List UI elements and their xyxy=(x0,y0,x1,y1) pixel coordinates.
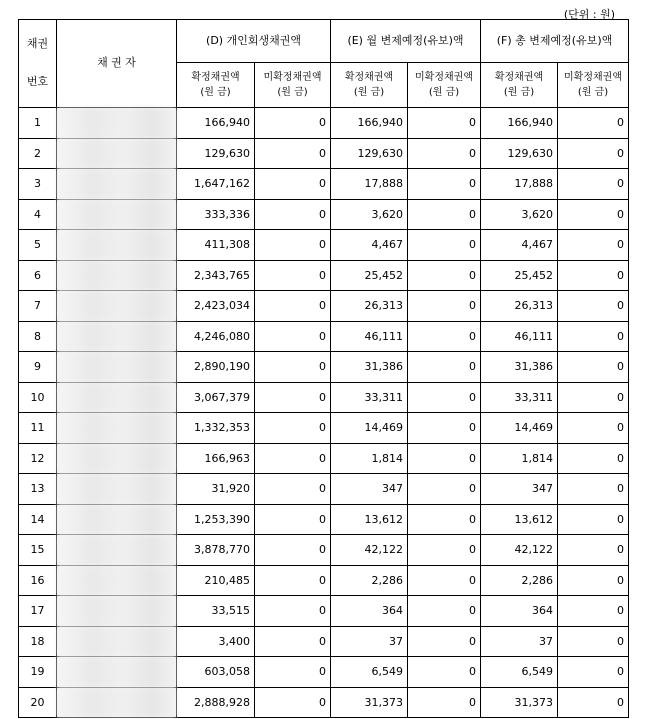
sub-header-line1: 미확정채권액 xyxy=(263,72,322,83)
sub-header-line2: (원 금) xyxy=(428,87,460,98)
d-confirmed-header xyxy=(177,63,255,108)
f-confirmed-cell: 31,373 xyxy=(481,687,558,718)
sub-header-line1: 미확정채권액 xyxy=(564,72,622,83)
f-unconfirmed-cell: 0 xyxy=(558,687,629,718)
f-confirmed-header xyxy=(481,63,558,108)
d-confirmed-cell: 1,332,353 xyxy=(177,413,255,444)
claim-no-cell: 16 xyxy=(19,565,57,596)
redaction-blur xyxy=(57,352,176,382)
e-unconfirmed-cell: 0 xyxy=(408,474,481,505)
d-confirmed-cell: 33,515 xyxy=(177,596,255,627)
e-confirmed-cell: 37 xyxy=(331,626,408,657)
sub-header-line1: 확정채권액 xyxy=(191,72,240,83)
table-row xyxy=(19,657,629,688)
claim-no-cell: 10 xyxy=(19,382,57,413)
group-f-header: (F) 총 변제예정(유보)액 xyxy=(481,20,629,63)
claim-no-cell: 4 xyxy=(19,199,57,230)
e-unconfirmed-cell: 0 xyxy=(408,504,481,535)
e-unconfirmed-cell: 0 xyxy=(408,657,481,688)
table-row xyxy=(19,474,629,505)
e-confirmed-cell: 25,452 xyxy=(331,260,408,291)
e-unconfirmed-cell: 0 xyxy=(408,352,481,383)
d-unconfirmed-cell: 0 xyxy=(255,352,331,383)
creditor-cell-redacted xyxy=(57,260,177,291)
creditor-cell-redacted xyxy=(57,535,177,566)
creditor-cell-redacted xyxy=(57,199,177,230)
creditor-cell-redacted xyxy=(57,504,177,535)
d-unconfirmed-cell: 0 xyxy=(255,413,331,444)
table-row xyxy=(19,169,629,200)
repayment-table xyxy=(18,19,629,718)
d-unconfirmed-cell: 0 xyxy=(255,169,331,200)
claim-no-header-line1: 채권 xyxy=(26,37,49,51)
table-row xyxy=(19,413,629,444)
f-unconfirmed-cell: 0 xyxy=(558,413,629,444)
e-unconfirmed-cell: 0 xyxy=(408,260,481,291)
claim-no-cell: 8 xyxy=(19,321,57,352)
d-confirmed-cell: 210,485 xyxy=(177,565,255,596)
f-unconfirmed-cell: 0 xyxy=(558,626,629,657)
e-confirmed-cell: 347 xyxy=(331,474,408,505)
f-confirmed-cell: 17,888 xyxy=(481,169,558,200)
e-unconfirmed-cell: 0 xyxy=(408,443,481,474)
claim-no-cell: 6 xyxy=(19,260,57,291)
e-unconfirmed-cell: 0 xyxy=(408,626,481,657)
e-unconfirmed-cell: 0 xyxy=(408,230,481,261)
d-unconfirmed-cell: 0 xyxy=(255,626,331,657)
f-unconfirmed-header xyxy=(558,63,629,108)
e-confirmed-cell: 364 xyxy=(331,596,408,627)
claim-no-cell: 14 xyxy=(19,504,57,535)
creditor-cell-redacted xyxy=(57,291,177,322)
e-unconfirmed-cell: 0 xyxy=(408,199,481,230)
e-confirmed-cell: 26,313 xyxy=(331,291,408,322)
table-row xyxy=(19,108,629,139)
d-confirmed-cell: 2,888,928 xyxy=(177,687,255,718)
f-unconfirmed-cell: 0 xyxy=(558,443,629,474)
e-confirmed-cell: 2,286 xyxy=(331,565,408,596)
d-unconfirmed-cell: 0 xyxy=(255,565,331,596)
creditor-cell-redacted xyxy=(57,657,177,688)
redaction-blur xyxy=(57,505,176,535)
f-confirmed-cell: 46,111 xyxy=(481,321,558,352)
redaction-blur xyxy=(57,322,176,352)
creditor-header: 채 권 자 xyxy=(57,20,177,108)
redaction-blur xyxy=(57,200,176,230)
f-unconfirmed-cell: 0 xyxy=(558,169,629,200)
f-confirmed-cell: 26,313 xyxy=(481,291,558,322)
f-confirmed-cell: 3,620 xyxy=(481,199,558,230)
f-unconfirmed-cell: 0 xyxy=(558,199,629,230)
d-confirmed-cell: 3,878,770 xyxy=(177,535,255,566)
creditor-cell-redacted xyxy=(57,687,177,718)
f-confirmed-cell: 13,612 xyxy=(481,504,558,535)
d-unconfirmed-cell: 0 xyxy=(255,291,331,322)
e-confirmed-cell: 31,386 xyxy=(331,352,408,383)
d-unconfirmed-cell: 0 xyxy=(255,504,331,535)
sub-header-line2: (원 금) xyxy=(200,87,231,98)
redaction-blur xyxy=(57,108,176,138)
e-unconfirmed-cell: 0 xyxy=(408,108,481,139)
f-unconfirmed-cell: 0 xyxy=(558,474,629,505)
d-unconfirmed-cell: 0 xyxy=(255,321,331,352)
f-unconfirmed-cell: 0 xyxy=(558,596,629,627)
creditor-cell-redacted xyxy=(57,382,177,413)
f-confirmed-cell: 166,940 xyxy=(481,108,558,139)
e-unconfirmed-cell: 0 xyxy=(408,291,481,322)
table-row xyxy=(19,596,629,627)
creditor-cell-redacted xyxy=(57,138,177,169)
redaction-blur xyxy=(57,291,176,321)
e-unconfirmed-cell: 0 xyxy=(408,138,481,169)
redaction-blur xyxy=(57,474,176,504)
creditor-cell-redacted xyxy=(57,321,177,352)
redaction-blur xyxy=(57,444,176,474)
e-confirmed-cell: 17,888 xyxy=(331,169,408,200)
claim-no-header-line2: 번호 xyxy=(26,74,49,88)
d-confirmed-cell: 1,253,390 xyxy=(177,504,255,535)
e-confirmed-cell: 4,467 xyxy=(331,230,408,261)
f-confirmed-cell: 1,814 xyxy=(481,443,558,474)
e-confirmed-cell: 42,122 xyxy=(331,535,408,566)
redaction-blur xyxy=(57,383,176,413)
f-confirmed-cell: 6,549 xyxy=(481,657,558,688)
d-confirmed-cell: 2,343,765 xyxy=(177,260,255,291)
e-confirmed-cell: 6,549 xyxy=(331,657,408,688)
table-row xyxy=(19,199,629,230)
creditor-cell-redacted xyxy=(57,474,177,505)
table-row xyxy=(19,443,629,474)
e-unconfirmed-cell: 0 xyxy=(408,321,481,352)
table-row xyxy=(19,565,629,596)
f-unconfirmed-cell: 0 xyxy=(558,352,629,383)
e-unconfirmed-cell: 0 xyxy=(408,382,481,413)
table-row xyxy=(19,504,629,535)
e-confirmed-cell: 3,620 xyxy=(331,199,408,230)
redaction-blur xyxy=(57,596,176,626)
d-confirmed-cell: 603,058 xyxy=(177,657,255,688)
table-row xyxy=(19,260,629,291)
e-confirmed-cell: 14,469 xyxy=(331,413,408,444)
f-unconfirmed-cell: 0 xyxy=(558,291,629,322)
redaction-blur xyxy=(57,169,176,199)
claim-no-cell: 18 xyxy=(19,626,57,657)
f-confirmed-cell: 364 xyxy=(481,596,558,627)
f-unconfirmed-cell: 0 xyxy=(558,108,629,139)
unit-note: (단위 : 원) xyxy=(563,8,615,21)
sub-header-line2: (원 금) xyxy=(277,87,308,98)
d-unconfirmed-cell: 0 xyxy=(255,657,331,688)
redaction-blur xyxy=(57,261,176,291)
redaction-blur xyxy=(57,139,176,169)
claim-no-cell: 3 xyxy=(19,169,57,200)
claim-no-cell: 13 xyxy=(19,474,57,505)
d-confirmed-cell: 31,920 xyxy=(177,474,255,505)
redaction-blur xyxy=(57,535,176,565)
e-confirmed-cell: 1,814 xyxy=(331,443,408,474)
claim-no-cell: 7 xyxy=(19,291,57,322)
table-row xyxy=(19,535,629,566)
e-unconfirmed-cell: 0 xyxy=(408,413,481,444)
redaction-blur xyxy=(57,627,176,657)
sub-header-line2: (원 금) xyxy=(503,87,535,98)
d-unconfirmed-header xyxy=(255,63,331,108)
d-unconfirmed-cell: 0 xyxy=(255,230,331,261)
f-confirmed-cell: 2,286 xyxy=(481,565,558,596)
d-unconfirmed-cell: 0 xyxy=(255,199,331,230)
d-confirmed-cell: 166,963 xyxy=(177,443,255,474)
d-unconfirmed-cell: 0 xyxy=(255,443,331,474)
d-unconfirmed-cell: 0 xyxy=(255,108,331,139)
sub-header-line2: (원 금) xyxy=(353,87,385,98)
claim-no-cell: 12 xyxy=(19,443,57,474)
table-row xyxy=(19,321,629,352)
d-unconfirmed-cell: 0 xyxy=(255,687,331,718)
f-confirmed-cell: 33,311 xyxy=(481,382,558,413)
d-confirmed-cell: 333,336 xyxy=(177,199,255,230)
table-row xyxy=(19,687,629,718)
creditor-cell-redacted xyxy=(57,108,177,139)
redaction-blur xyxy=(57,413,176,443)
e-unconfirmed-cell: 0 xyxy=(408,687,481,718)
e-unconfirmed-header xyxy=(408,63,481,108)
creditor-cell-redacted xyxy=(57,626,177,657)
d-confirmed-cell: 2,423,034 xyxy=(177,291,255,322)
f-confirmed-cell: 14,469 xyxy=(481,413,558,444)
redaction-blur xyxy=(57,688,176,718)
f-confirmed-cell: 4,467 xyxy=(481,230,558,261)
d-confirmed-cell: 2,890,190 xyxy=(177,352,255,383)
claim-no-cell: 17 xyxy=(19,596,57,627)
d-unconfirmed-cell: 0 xyxy=(255,382,331,413)
table-row xyxy=(19,352,629,383)
e-confirmed-cell: 13,612 xyxy=(331,504,408,535)
d-confirmed-cell: 3,067,379 xyxy=(177,382,255,413)
claim-no-cell: 15 xyxy=(19,535,57,566)
claim-no-cell: 2 xyxy=(19,138,57,169)
f-unconfirmed-cell: 0 xyxy=(558,138,629,169)
claim-no-cell: 1 xyxy=(19,108,57,139)
sub-header-line1: 미확정채권액 xyxy=(415,72,473,83)
creditor-cell-redacted xyxy=(57,352,177,383)
d-unconfirmed-cell: 0 xyxy=(255,535,331,566)
table-row xyxy=(19,291,629,322)
f-unconfirmed-cell: 0 xyxy=(558,504,629,535)
e-confirmed-cell: 129,630 xyxy=(331,138,408,169)
e-confirmed-cell: 46,111 xyxy=(331,321,408,352)
f-unconfirmed-cell: 0 xyxy=(558,382,629,413)
e-unconfirmed-cell: 0 xyxy=(408,565,481,596)
creditor-cell-redacted xyxy=(57,413,177,444)
claim-no-cell: 5 xyxy=(19,230,57,261)
claim-no-cell: 11 xyxy=(19,413,57,444)
d-unconfirmed-cell: 0 xyxy=(255,474,331,505)
creditor-cell-redacted xyxy=(57,565,177,596)
f-unconfirmed-cell: 0 xyxy=(558,565,629,596)
creditor-cell-redacted xyxy=(57,443,177,474)
sub-header-line2: (원 금) xyxy=(577,87,609,98)
table-row xyxy=(19,382,629,413)
f-unconfirmed-cell: 0 xyxy=(558,657,629,688)
claim-no-cell: 20 xyxy=(19,687,57,718)
group-e-header: (E) 월 변제예정(유보)액 xyxy=(331,20,481,63)
e-confirmed-cell: 31,373 xyxy=(331,687,408,718)
claim-no-header xyxy=(19,20,57,108)
d-confirmed-cell: 411,308 xyxy=(177,230,255,261)
redaction-blur xyxy=(57,230,176,260)
creditor-cell-redacted xyxy=(57,169,177,200)
e-unconfirmed-cell: 0 xyxy=(408,596,481,627)
sub-header-line1: 확정채권액 xyxy=(344,72,394,83)
f-unconfirmed-cell: 0 xyxy=(558,260,629,291)
f-confirmed-cell: 129,630 xyxy=(481,138,558,169)
group-d-header: (D) 개인회생채권액 xyxy=(177,20,331,63)
e-confirmed-cell: 166,940 xyxy=(331,108,408,139)
f-confirmed-cell: 37 xyxy=(481,626,558,657)
d-confirmed-cell: 129,630 xyxy=(177,138,255,169)
d-unconfirmed-cell: 0 xyxy=(255,138,331,169)
sub-header-line1: 확정채권액 xyxy=(494,72,544,83)
claim-no-cell: 9 xyxy=(19,352,57,383)
f-unconfirmed-cell: 0 xyxy=(558,230,629,261)
f-confirmed-cell: 347 xyxy=(481,474,558,505)
d-confirmed-cell: 4,246,080 xyxy=(177,321,255,352)
f-unconfirmed-cell: 0 xyxy=(558,321,629,352)
e-confirmed-cell: 33,311 xyxy=(331,382,408,413)
f-unconfirmed-cell: 0 xyxy=(558,535,629,566)
redaction-blur xyxy=(57,657,176,687)
e-confirmed-header xyxy=(331,63,408,108)
d-confirmed-cell: 1,647,162 xyxy=(177,169,255,200)
d-unconfirmed-cell: 0 xyxy=(255,260,331,291)
e-unconfirmed-cell: 0 xyxy=(408,535,481,566)
claim-no-cell: 19 xyxy=(19,657,57,688)
table-row xyxy=(19,626,629,657)
e-unconfirmed-cell: 0 xyxy=(408,169,481,200)
redaction-blur xyxy=(57,566,176,596)
f-confirmed-cell: 25,452 xyxy=(481,260,558,291)
d-confirmed-cell: 166,940 xyxy=(177,108,255,139)
creditor-cell-redacted xyxy=(57,596,177,627)
d-confirmed-cell: 3,400 xyxy=(177,626,255,657)
f-confirmed-cell: 31,386 xyxy=(481,352,558,383)
table-row xyxy=(19,230,629,261)
creditor-cell-redacted xyxy=(57,230,177,261)
f-confirmed-cell: 42,122 xyxy=(481,535,558,566)
d-unconfirmed-cell: 0 xyxy=(255,596,331,627)
table-row xyxy=(19,138,629,169)
